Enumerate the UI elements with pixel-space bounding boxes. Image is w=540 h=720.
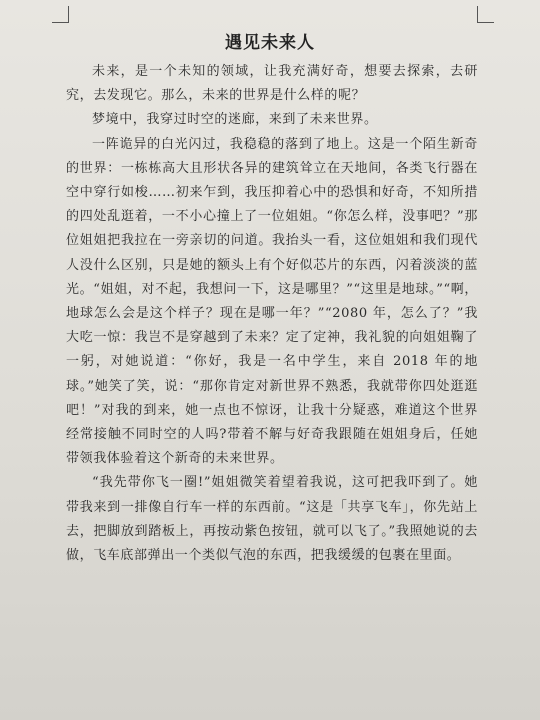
paragraph: 梦境中，我穿过时空的迷廊，来到了未来世界。 [92,112,378,128]
paragraph: 未来，是一个未知的领域，让我充满好奇，想要去探索，去研究，去发现它。那么，未来的世界是什么样的呢？ [66,64,478,104]
crop-mark-top-right [477,6,494,23]
paragraph: “我先带你飞一圈!”姐姐微笑着望着我说，这可把我吓到了。她带我来到一排像自行车一样的东西前。“这是「共享飞车」，你先站上去，把脚放到踏板上，再按动紫色按钮，就可以飞了。”我照她说的去做，飞车底部弹出一个类似气泡的东西，把我缓缓的包裹在里面。 [66,475,478,564]
paragraph: 一阵诡异的白光闪过，我稳稳的落到了地上。这是一个陌生新奇的世界：一栋栋高大且形状各异的建筑耸立在天地间，各类飞行器在空中穿行如梭……初来乍到，我压抑着心中的恐惧和好奇，不知所措的四处乱逛着，一不小心撞上了一位姐姐。“你怎么样，没事吧？”那位姐姐把我拉在一旁亲切的问道。我抬头一看，这位姐姐和我们现代人没什么区别，只是她的额头上有个好似芯片的东西，闪着淡淡的蓝光。“姐姐，对不起，我想问一下，这是哪里？”“这里是地球。”“啊，地球怎么会是这个样子？现在是哪一年？”“2080 年，怎么了？”我大吃一惊：我岂不是穿越到了未来？定了定神，我礼貌的向姐姐鞠了一躬，对她说道：“你好，我是一名中学生，来自 2018 年的地球。”她笑了笑，说：“那你肯定对新世界不熟悉，我就带你四处逛逛吧！”对我的到来，她一点也不惊讶，让我十分疑惑，难道这个世界经常接触不同时空的人吗?带着不解与好奇我跟随在姐姐身后，任她带领我体验着这个新奇的未来世界。 [66,136,478,467]
crop-mark-top-left [52,6,69,23]
document-title: 遇见未来人 [225,33,315,53]
document-body [66,60,478,568]
